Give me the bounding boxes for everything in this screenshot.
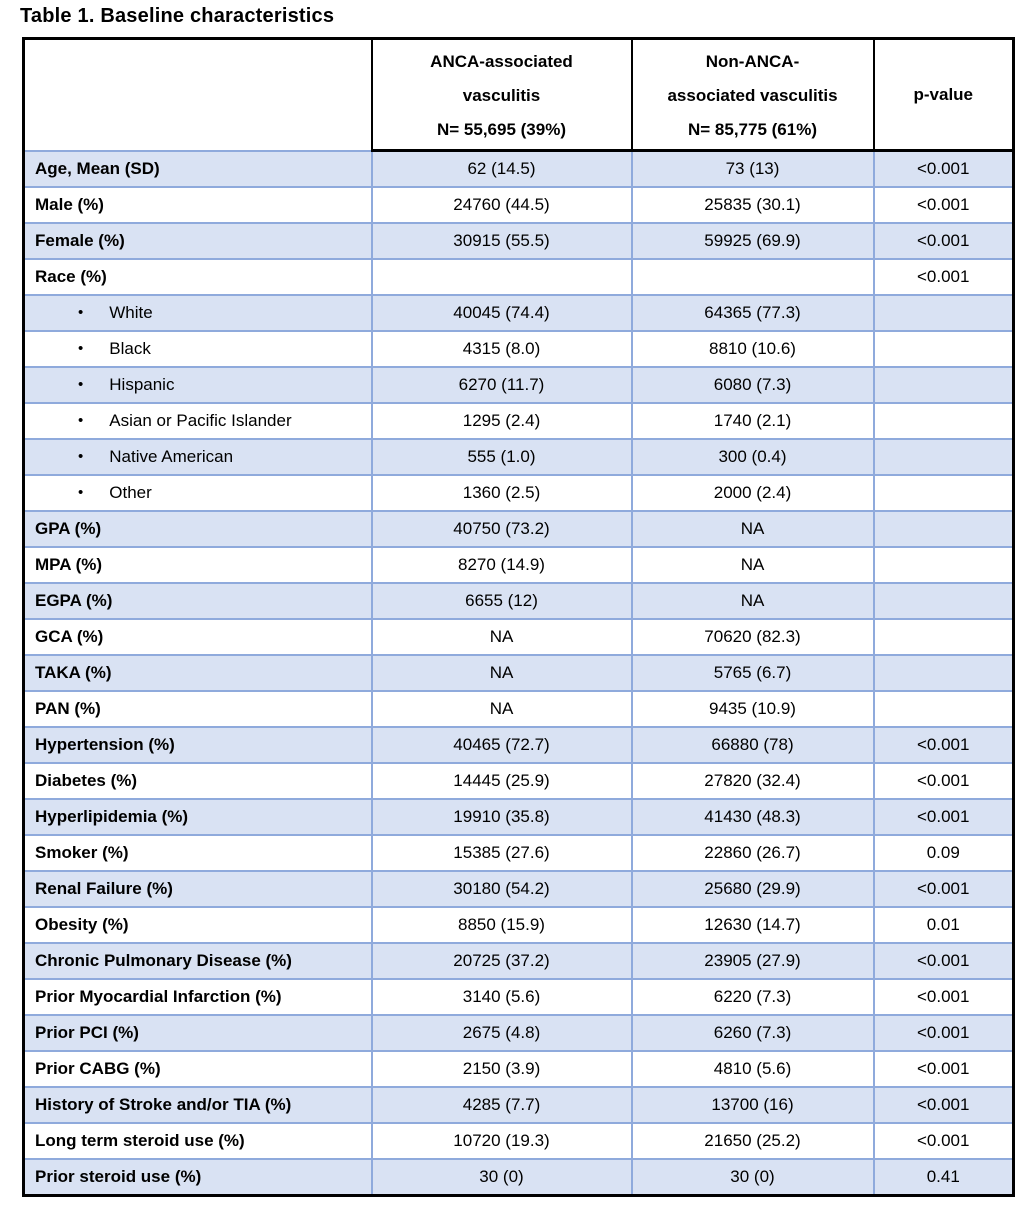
row-label: White bbox=[109, 303, 153, 322]
non-anca-value-cell: 300 (0.4) bbox=[632, 439, 874, 475]
row-label-cell: Male (%) bbox=[24, 187, 372, 223]
header-anca-line2: vasculitis bbox=[462, 86, 541, 105]
anca-value-cell: 1360 (2.5) bbox=[372, 475, 632, 511]
anca-value-cell: 15385 (27.6) bbox=[372, 835, 632, 871]
table-row bbox=[24, 475, 1014, 511]
non-anca-value-cell: 6220 (7.3) bbox=[632, 979, 874, 1015]
row-label-cell: Renal Failure (%) bbox=[24, 871, 372, 907]
anca-value-cell: 19910 (35.8) bbox=[372, 799, 632, 835]
anca-value-cell: 62 (14.5) bbox=[372, 151, 632, 188]
non-anca-value-cell: 25680 (29.9) bbox=[632, 871, 874, 907]
anca-value-cell: 24760 (44.5) bbox=[372, 187, 632, 223]
row-label-cell: GCA (%) bbox=[24, 619, 372, 655]
p-value-cell: <0.001 bbox=[874, 223, 1014, 259]
row-label-cell: TAKA (%) bbox=[24, 655, 372, 691]
anca-value-cell: 30915 (55.5) bbox=[372, 223, 632, 259]
header-empty-cell bbox=[24, 39, 372, 151]
table-row bbox=[24, 439, 1014, 475]
table-row bbox=[24, 979, 1014, 1015]
table-row bbox=[24, 331, 1014, 367]
anca-value-cell: 30 (0) bbox=[372, 1159, 632, 1196]
p-value-cell bbox=[874, 403, 1014, 439]
table-row bbox=[24, 367, 1014, 403]
row-label: Other bbox=[109, 483, 152, 502]
p-value-cell: 0.09 bbox=[874, 835, 1014, 871]
table-row bbox=[24, 295, 1014, 331]
header-non-anca-column bbox=[632, 39, 874, 151]
non-anca-value-cell: 5765 (6.7) bbox=[632, 655, 874, 691]
header-row bbox=[24, 39, 1014, 151]
p-value-cell: <0.001 bbox=[874, 727, 1014, 763]
row-label-cell: History of Stroke and/or TIA (%) bbox=[24, 1087, 372, 1123]
table-row bbox=[24, 1123, 1014, 1159]
non-anca-value-cell: 73 (13) bbox=[632, 151, 874, 188]
table-row bbox=[24, 655, 1014, 691]
p-value-cell: <0.001 bbox=[874, 799, 1014, 835]
anca-value-cell: 6655 (12) bbox=[372, 583, 632, 619]
row-label-cell: Obesity (%) bbox=[24, 907, 372, 943]
anca-value-cell: 10720 (19.3) bbox=[372, 1123, 632, 1159]
row-label-cell: Diabetes (%) bbox=[24, 763, 372, 799]
row-label-cell: Prior Myocardial Infarction (%) bbox=[24, 979, 372, 1015]
row-label-cell: Hypertension (%) bbox=[24, 727, 372, 763]
p-value-cell bbox=[874, 295, 1014, 331]
p-value-cell bbox=[874, 583, 1014, 619]
table-row bbox=[24, 1015, 1014, 1051]
p-value-cell bbox=[874, 439, 1014, 475]
p-value-cell bbox=[874, 511, 1014, 547]
non-anca-value-cell: 25835 (30.1) bbox=[632, 187, 874, 223]
row-label: Native American bbox=[109, 447, 234, 466]
anca-value-cell: 30180 (54.2) bbox=[372, 871, 632, 907]
bullet-icon: • bbox=[78, 376, 84, 393]
anca-value-cell: NA bbox=[372, 691, 632, 727]
row-label-cell bbox=[24, 331, 372, 367]
table-row bbox=[24, 1159, 1014, 1196]
header-non-anca-line2: associated vasculitis bbox=[667, 86, 838, 105]
non-anca-value-cell: 27820 (32.4) bbox=[632, 763, 874, 799]
p-value-cell: <0.001 bbox=[874, 1123, 1014, 1159]
p-value-cell: <0.001 bbox=[874, 1051, 1014, 1087]
table-row bbox=[24, 619, 1014, 655]
anca-value-cell: 8850 (15.9) bbox=[372, 907, 632, 943]
table-row bbox=[24, 1051, 1014, 1087]
anca-value-cell: NA bbox=[372, 655, 632, 691]
header-non-anca-line1: Non-ANCA- bbox=[705, 52, 800, 71]
table-row bbox=[24, 691, 1014, 727]
anca-value-cell: 14445 (25.9) bbox=[372, 763, 632, 799]
table-row bbox=[24, 583, 1014, 619]
anca-value-cell bbox=[372, 259, 632, 295]
non-anca-value-cell: 6260 (7.3) bbox=[632, 1015, 874, 1051]
anca-value-cell: 20725 (37.2) bbox=[372, 943, 632, 979]
p-value-cell: <0.001 bbox=[874, 979, 1014, 1015]
table-row bbox=[24, 763, 1014, 799]
p-value-cell: <0.001 bbox=[874, 1015, 1014, 1051]
header-non-anca-count: N= 85,775 (61%) bbox=[688, 120, 817, 139]
p-value-cell: 0.01 bbox=[874, 907, 1014, 943]
non-anca-value-cell: 64365 (77.3) bbox=[632, 295, 874, 331]
non-anca-value-cell: 30 (0) bbox=[632, 1159, 874, 1196]
p-value-cell: <0.001 bbox=[874, 763, 1014, 799]
row-label-cell bbox=[24, 295, 372, 331]
anca-value-cell: 40750 (73.2) bbox=[372, 511, 632, 547]
p-value-cell bbox=[874, 367, 1014, 403]
row-label-cell: PAN (%) bbox=[24, 691, 372, 727]
p-value-cell: <0.001 bbox=[874, 871, 1014, 907]
table-row bbox=[24, 943, 1014, 979]
anca-value-cell: 4315 (8.0) bbox=[372, 331, 632, 367]
p-value-cell: <0.001 bbox=[874, 151, 1014, 188]
p-value-cell: <0.001 bbox=[874, 187, 1014, 223]
header-anca-count: N= 55,695 (39%) bbox=[437, 120, 566, 139]
table-row bbox=[24, 259, 1014, 295]
anca-value-cell: NA bbox=[372, 619, 632, 655]
bullet-icon: • bbox=[78, 412, 84, 429]
row-label-cell: Female (%) bbox=[24, 223, 372, 259]
table-row bbox=[24, 835, 1014, 871]
table-row bbox=[24, 151, 1014, 188]
row-label-cell bbox=[24, 475, 372, 511]
non-anca-value-cell: 59925 (69.9) bbox=[632, 223, 874, 259]
bullet-icon: • bbox=[78, 304, 84, 321]
p-value-cell bbox=[874, 655, 1014, 691]
non-anca-value-cell: 41430 (48.3) bbox=[632, 799, 874, 835]
anca-value-cell: 6270 (11.7) bbox=[372, 367, 632, 403]
row-label-cell bbox=[24, 403, 372, 439]
p-value-cell bbox=[874, 331, 1014, 367]
table-row bbox=[24, 799, 1014, 835]
row-label-cell: EGPA (%) bbox=[24, 583, 372, 619]
non-anca-value-cell bbox=[632, 259, 874, 295]
header-anca-column bbox=[372, 39, 632, 151]
table-row bbox=[24, 727, 1014, 763]
anca-value-cell: 4285 (7.7) bbox=[372, 1087, 632, 1123]
row-label-cell: Prior PCI (%) bbox=[24, 1015, 372, 1051]
non-anca-value-cell: 21650 (25.2) bbox=[632, 1123, 874, 1159]
p-value-cell bbox=[874, 547, 1014, 583]
row-label-cell: Prior CABG (%) bbox=[24, 1051, 372, 1087]
header-anca-line1: ANCA-associated bbox=[430, 52, 573, 71]
non-anca-value-cell: NA bbox=[632, 583, 874, 619]
row-label-cell: GPA (%) bbox=[24, 511, 372, 547]
p-value-cell: <0.001 bbox=[874, 943, 1014, 979]
non-anca-value-cell: 70620 (82.3) bbox=[632, 619, 874, 655]
row-label-cell bbox=[24, 439, 372, 475]
row-label-cell bbox=[24, 367, 372, 403]
table-header bbox=[24, 39, 1014, 151]
row-label-cell: Long term steroid use (%) bbox=[24, 1123, 372, 1159]
p-value-cell: <0.001 bbox=[874, 1087, 1014, 1123]
non-anca-value-cell: 66880 (78) bbox=[632, 727, 874, 763]
row-label-cell: Prior steroid use (%) bbox=[24, 1159, 372, 1196]
table-row bbox=[24, 907, 1014, 943]
bullet-icon: • bbox=[78, 448, 84, 465]
anca-value-cell: 2150 (3.9) bbox=[372, 1051, 632, 1087]
table-title: Table 1. Baseline characteristics bbox=[20, 5, 335, 27]
anca-value-cell: 3140 (5.6) bbox=[372, 979, 632, 1015]
table-row bbox=[24, 547, 1014, 583]
table-row bbox=[24, 1087, 1014, 1123]
baseline-characteristics-table bbox=[22, 37, 1015, 1197]
anca-value-cell: 555 (1.0) bbox=[372, 439, 632, 475]
p-value-cell bbox=[874, 691, 1014, 727]
p-value-cell: <0.001 bbox=[874, 259, 1014, 295]
non-anca-value-cell: 8810 (10.6) bbox=[632, 331, 874, 367]
p-value-cell bbox=[874, 619, 1014, 655]
row-label: Hispanic bbox=[109, 375, 175, 394]
table-body bbox=[24, 151, 1014, 1196]
non-anca-value-cell: 22860 (26.7) bbox=[632, 835, 874, 871]
row-label-cell: MPA (%) bbox=[24, 547, 372, 583]
anca-value-cell: 8270 (14.9) bbox=[372, 547, 632, 583]
header-p-value-column: p-value bbox=[874, 39, 1014, 151]
row-label: Asian or Pacific Islander bbox=[109, 411, 292, 430]
anca-value-cell: 40045 (74.4) bbox=[372, 295, 632, 331]
row-label-cell: Race (%) bbox=[24, 259, 372, 295]
table-row bbox=[24, 511, 1014, 547]
p-value-cell bbox=[874, 475, 1014, 511]
non-anca-value-cell: 9435 (10.9) bbox=[632, 691, 874, 727]
non-anca-value-cell: NA bbox=[632, 547, 874, 583]
table-row bbox=[24, 187, 1014, 223]
non-anca-value-cell: 1740 (2.1) bbox=[632, 403, 874, 439]
non-anca-value-cell: 12630 (14.7) bbox=[632, 907, 874, 943]
row-label-cell: Hyperlipidemia (%) bbox=[24, 799, 372, 835]
p-value-cell: 0.41 bbox=[874, 1159, 1014, 1196]
table-row bbox=[24, 403, 1014, 439]
non-anca-value-cell: 23905 (27.9) bbox=[632, 943, 874, 979]
non-anca-value-cell: NA bbox=[632, 511, 874, 547]
table-row bbox=[24, 871, 1014, 907]
non-anca-value-cell: 13700 (16) bbox=[632, 1087, 874, 1123]
anca-value-cell: 1295 (2.4) bbox=[372, 403, 632, 439]
row-label-cell: Smoker (%) bbox=[24, 835, 372, 871]
bullet-icon: • bbox=[78, 484, 84, 501]
table-row bbox=[24, 223, 1014, 259]
row-label-cell: Chronic Pulmonary Disease (%) bbox=[24, 943, 372, 979]
row-label-cell: Age, Mean (SD) bbox=[24, 151, 372, 188]
anca-value-cell: 40465 (72.7) bbox=[372, 727, 632, 763]
row-label: Black bbox=[109, 339, 151, 358]
non-anca-value-cell: 2000 (2.4) bbox=[632, 475, 874, 511]
bullet-icon: • bbox=[78, 340, 84, 357]
anca-value-cell: 2675 (4.8) bbox=[372, 1015, 632, 1051]
non-anca-value-cell: 6080 (7.3) bbox=[632, 367, 874, 403]
non-anca-value-cell: 4810 (5.6) bbox=[632, 1051, 874, 1087]
